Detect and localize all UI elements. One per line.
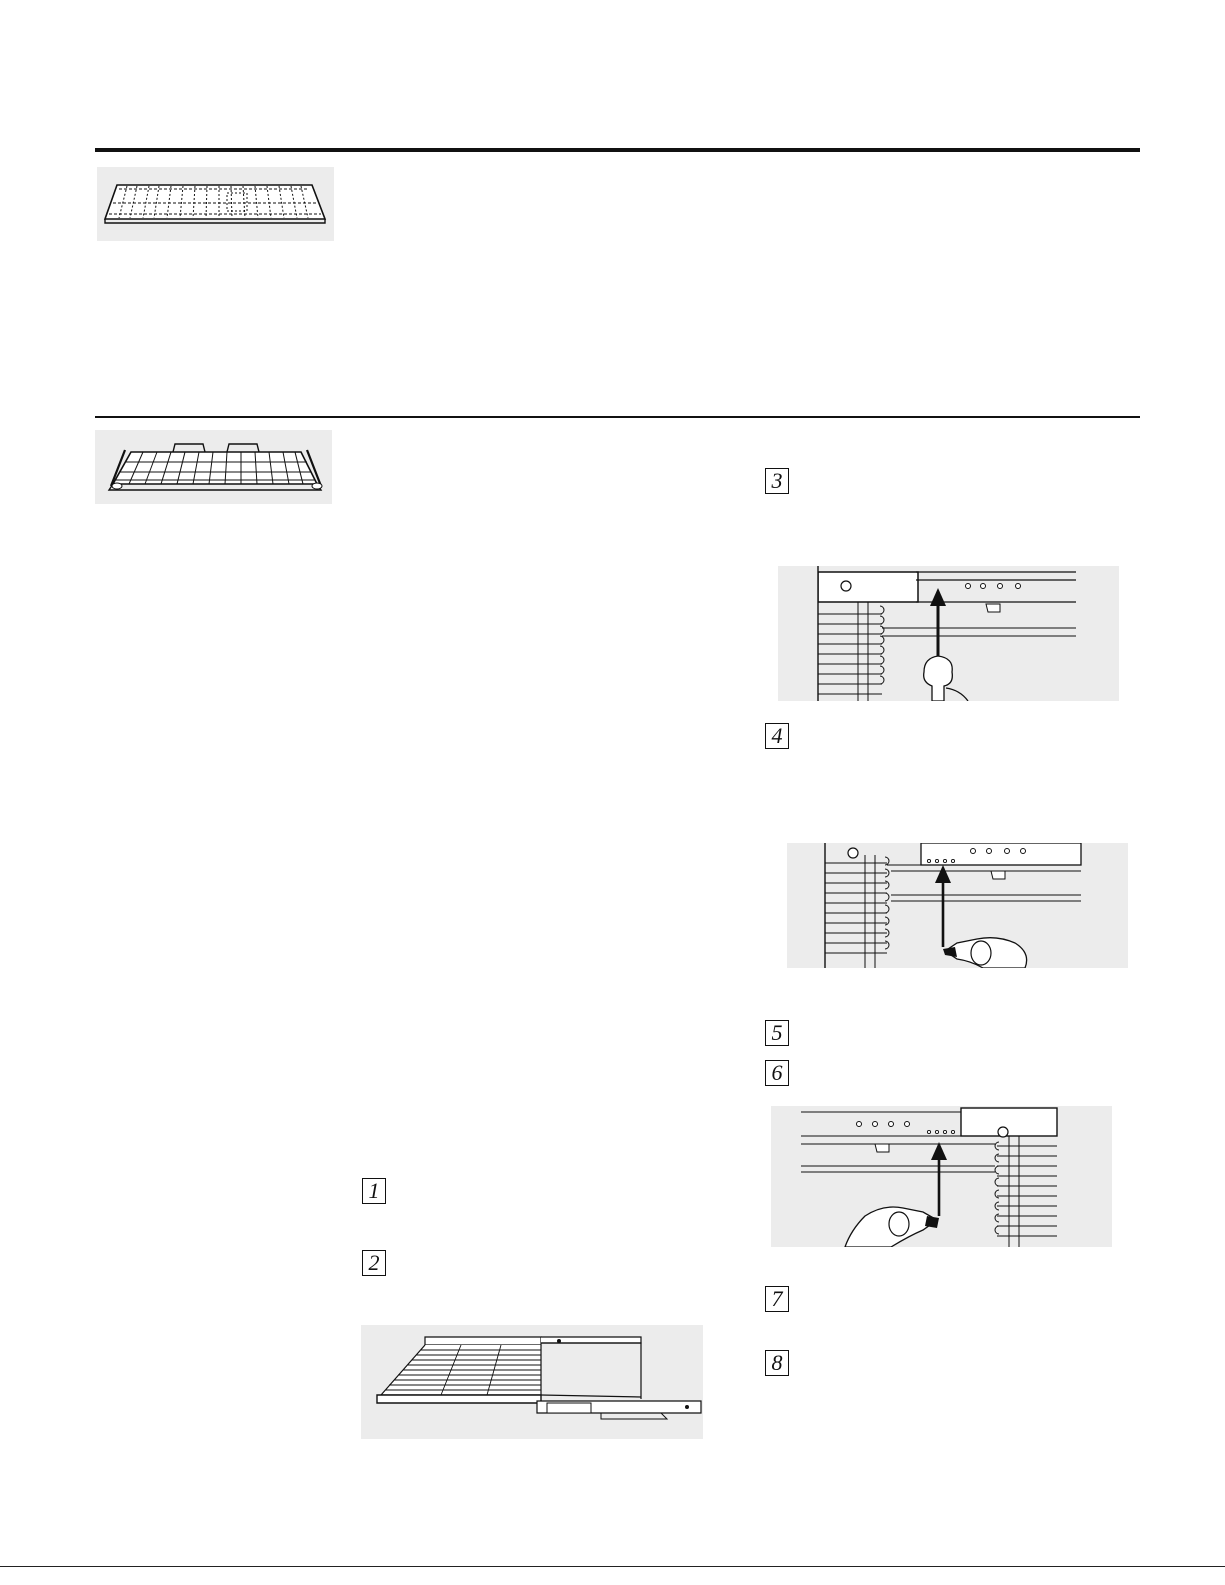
step-4-marker: 4 (765, 723, 789, 749)
lubricate-slide-left-illustration (787, 843, 1128, 968)
step-8-marker: 8 (765, 1350, 789, 1376)
step-7-marker: 7 (765, 1286, 789, 1312)
flat-oven-rack-icon (97, 167, 334, 241)
step-6-marker: 6 (765, 1060, 789, 1086)
rack-with-extension-slides-illustration (361, 1325, 703, 1439)
step-2-marker: 2 (362, 1250, 386, 1276)
step-1-marker: 1 (362, 1178, 386, 1204)
step-5-marker: 5 (765, 1020, 789, 1046)
wipe-slide-illustration (778, 566, 1119, 701)
page-bottom-rule (0, 1566, 1225, 1567)
step-3-marker: 3 (765, 468, 789, 494)
section-top-rule (95, 148, 1140, 152)
lubricate-slide-right-illustration (771, 1106, 1112, 1247)
section-divider-rule (95, 416, 1140, 418)
extension-oven-rack-icon (95, 430, 332, 504)
